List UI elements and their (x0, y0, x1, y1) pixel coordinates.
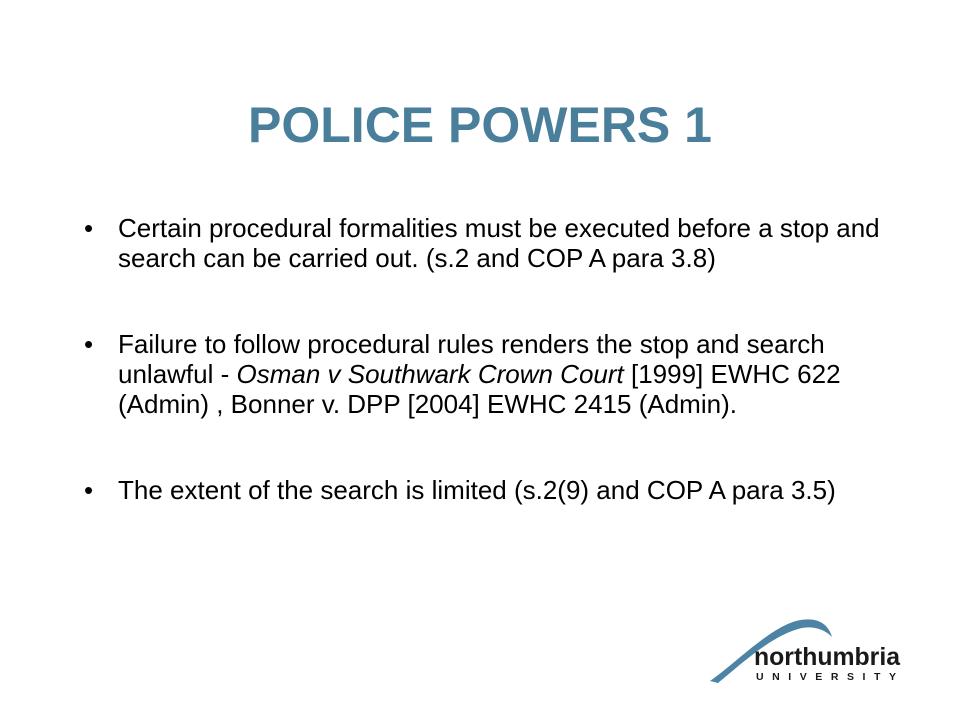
bullet-item-formalities (84, 213, 884, 273)
bullet-item-extent (84, 475, 884, 505)
slide-title: POLICE POWERS 1 (248, 97, 712, 153)
bullet-marker: • (84, 329, 94, 359)
case-citation-italic: Osman v Southwark Crown Court (236, 359, 624, 389)
logo-wordmark: northumbria (754, 643, 902, 671)
bullet-text: The extent of the search is limited (s.2(9) and COP A para 3.5) (118, 475, 836, 505)
bullet-text-lead: Failure to follow procedural rules renders the stop and search unlawful - (118, 329, 825, 389)
bullet-marker: • (84, 213, 94, 243)
bullet-text-tail: [1999] EWHC 622 (Admin) , Bonner v. DPP [2004] EWHC 2415 (Admin). (118, 359, 841, 419)
northumbria-university-logo (708, 615, 904, 685)
bullet-text: Certain procedural formalities must be executed before a stop and search can be carried out. (s.2 and COP A para 3.8) (118, 213, 880, 273)
bullet-marker: • (84, 475, 94, 505)
logo-subtitle: UNIVERSITY (756, 671, 896, 683)
bullet-item-failure (84, 329, 884, 419)
bullet-list (84, 213, 884, 505)
logo-graphic (708, 615, 904, 685)
